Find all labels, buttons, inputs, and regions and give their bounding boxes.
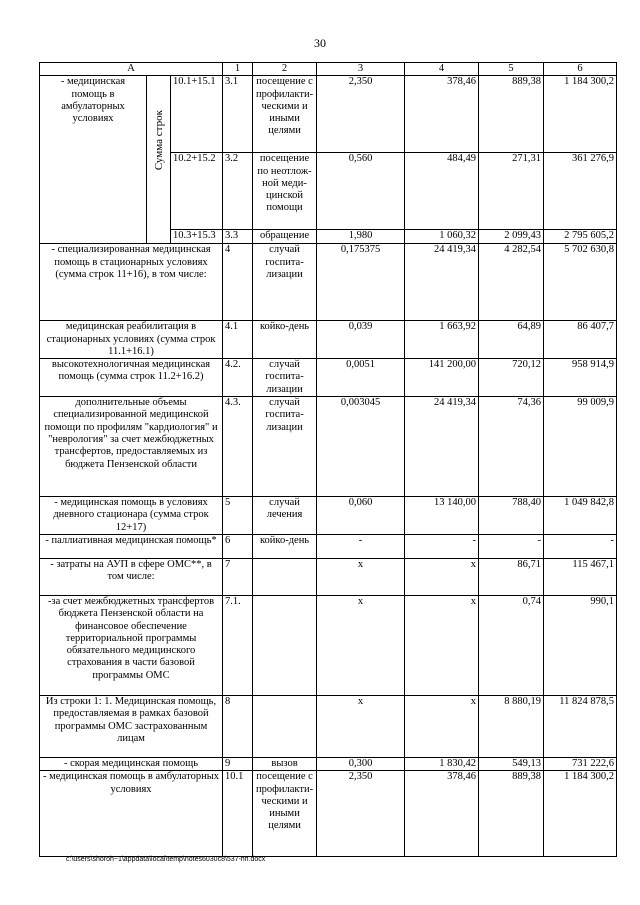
row-code: 10.1 — [223, 771, 253, 857]
table-row — [40, 558, 617, 595]
header-c4: 4 — [405, 63, 479, 76]
header-row — [40, 63, 617, 76]
row-code: 4 — [223, 244, 253, 321]
sum-rows-vertical-label: Сумма строк — [147, 76, 171, 244]
row-v3: 2,350 — [317, 771, 405, 857]
row-v4: х — [405, 558, 479, 595]
row-v5: 271,31 — [479, 153, 544, 230]
row-v3: 0,039 — [317, 321, 405, 359]
row-code: 7.1. — [223, 595, 253, 695]
row-v6: 115 467,1 — [544, 558, 617, 595]
table-row — [40, 397, 617, 497]
row-v3: 0,060 — [317, 497, 405, 535]
row-code: 3.2 — [223, 153, 253, 230]
row-v3: 0,003045 — [317, 397, 405, 497]
row-v5: 2 099,43 — [479, 230, 544, 244]
row-label: дополнительные объемы специализированной медицинской помощи по профилям "кардиология" и "неврология" за счет межбюджетных трансфертов, предоставляемых из бюджета Пензенской области — [40, 397, 223, 497]
row-v6: 1 049 842,8 — [544, 497, 617, 535]
row-v5: 74,36 — [479, 397, 544, 497]
row-label: - затраты на АУП в сфере ОМС**, в том числе: — [40, 558, 223, 595]
row-v6: 1 184 300,2 — [544, 771, 617, 857]
row-v4: 484,49 — [405, 153, 479, 230]
row-code: 7 — [223, 558, 253, 595]
row-v6: 731 222,6 — [544, 757, 617, 770]
row-v5: - — [479, 534, 544, 558]
row-v4: 378,46 — [405, 771, 479, 857]
row-v5: 549,13 — [479, 757, 544, 770]
row-v6: 86 407,7 — [544, 321, 617, 359]
row-v4: 13 140,00 — [405, 497, 479, 535]
row-v3: х — [317, 595, 405, 695]
row-label: -за счет межбюджетных трансфертов бюджета Пензенской области на финансовое обеспечение территориальной программы обязательного медицинского страхования в части базовой программы ОМС — [40, 595, 223, 695]
header-c6: 6 — [544, 63, 617, 76]
row-v6: 990,1 — [544, 595, 617, 695]
row-v5: 720,12 — [479, 359, 544, 397]
header-a: А — [40, 63, 223, 76]
table-row — [40, 771, 617, 857]
data-table — [39, 62, 617, 857]
row-v6: 2 795 605,2 — [544, 230, 617, 244]
row-unit: случай лечения — [253, 497, 317, 535]
row-label: - медицинская помощь в амбулаторных условиях — [40, 76, 147, 244]
row-label: высокотехнологичная медицинская помощь (сумма строк 11.2+16.2) — [40, 359, 223, 397]
table-row — [40, 695, 617, 757]
table-row — [40, 595, 617, 695]
row-unit: посещение с профилакти-ческими и иными целями — [253, 76, 317, 153]
row-v4: 141 200,00 — [405, 359, 479, 397]
row-v6: 958 914,9 — [544, 359, 617, 397]
row-sum: 10.3+15.3 — [171, 230, 223, 244]
row-v5: 0,74 — [479, 595, 544, 695]
row-v3: - — [317, 534, 405, 558]
row-unit: случай госпита-лизации — [253, 244, 317, 321]
table-row — [40, 359, 617, 397]
row-v6: 361 276,9 — [544, 153, 617, 230]
row-v4: 1 830,42 — [405, 757, 479, 770]
row-label: - скорая медицинская помощь — [40, 757, 223, 770]
row-v5: 86,71 — [479, 558, 544, 595]
file-path-footer: c:\users\shoroh~1\appdata\local\temp\notes6030c8\537-пп.docx — [66, 856, 266, 863]
header-c2: 2 — [253, 63, 317, 76]
row-unit — [253, 695, 317, 757]
row-label: Из строки 1: 1. Медицинская помощь, предоставляемая в рамках базовой программы ОМС застрахованным лицам — [40, 695, 223, 757]
row-v4: 378,46 — [405, 76, 479, 153]
row-v3: х — [317, 558, 405, 595]
table-row — [40, 497, 617, 535]
row-label: - паллиативная медицинская помощь* — [40, 534, 223, 558]
row-code: 6 — [223, 534, 253, 558]
row-unit — [253, 558, 317, 595]
row-label: - медицинская помощь в условиях дневного стационара (сумма строк 12+17) — [40, 497, 223, 535]
page-number: 30 — [314, 36, 326, 50]
header-c3: 3 — [317, 63, 405, 76]
row-code: 5 — [223, 497, 253, 535]
header-c5: 5 — [479, 63, 544, 76]
row-label: - медицинская помощь в амбулаторных условиях — [40, 771, 223, 857]
row-code: 9 — [223, 757, 253, 770]
row-unit: обращение — [253, 230, 317, 244]
row-v3: 0,175375 — [317, 244, 405, 321]
row-unit: вызов — [253, 757, 317, 770]
row-unit: посещение с профилакти-ческими и иными целями — [253, 771, 317, 857]
row-sum: 10.1+15.1 — [171, 76, 223, 153]
row-code: 8 — [223, 695, 253, 757]
row-v4: 24 419,34 — [405, 397, 479, 497]
row-code: 4.2. — [223, 359, 253, 397]
row-code: 4.1 — [223, 321, 253, 359]
row-v4: 24 419,34 — [405, 244, 479, 321]
row-unit — [253, 595, 317, 695]
table-row — [40, 244, 617, 321]
row-code: 3.3 — [223, 230, 253, 244]
row-v6: 5 702 630,8 — [544, 244, 617, 321]
row-v4: - — [405, 534, 479, 558]
row-v5: 889,38 — [479, 76, 544, 153]
row-label: - специализированная медицинская помощь в стационарных условиях (сумма строк 11+16), в том числе: — [40, 244, 223, 321]
header-c1: 1 — [223, 63, 253, 76]
table-row — [40, 321, 617, 359]
row-code: 4.3. — [223, 397, 253, 497]
row-unit: койко-день — [253, 534, 317, 558]
table-row — [40, 534, 617, 558]
row-v3: 1,980 — [317, 230, 405, 244]
table-row — [40, 76, 617, 153]
row-code: 3.1 — [223, 76, 253, 153]
row-unit: койко-день — [253, 321, 317, 359]
row-v4: 1 060,32 — [405, 230, 479, 244]
row-v5: 4 282,54 — [479, 244, 544, 321]
row-v4: х — [405, 695, 479, 757]
row-v3: 0,300 — [317, 757, 405, 770]
row-unit: случай госпита-лизации — [253, 397, 317, 497]
row-v5: 8 880,19 — [479, 695, 544, 757]
row-v3: 2,350 — [317, 76, 405, 153]
row-unit: случай госпита-лизации — [253, 359, 317, 397]
row-v5: 788,40 — [479, 497, 544, 535]
row-v5: 889,38 — [479, 771, 544, 857]
row-v6: 99 009,9 — [544, 397, 617, 497]
row-v3: 0,560 — [317, 153, 405, 230]
row-v3: 0,0051 — [317, 359, 405, 397]
row-sum: 10.2+15.2 — [171, 153, 223, 230]
row-v6: 1 184 300,2 — [544, 76, 617, 153]
row-unit: посещение по неотлож-ной меди-цинской помощи — [253, 153, 317, 230]
row-v5: 64,89 — [479, 321, 544, 359]
table-row — [40, 757, 617, 770]
row-v4: 1 663,92 — [405, 321, 479, 359]
row-label: медицинская реабилитация в стационарных условиях (сумма строк 11.1+16.1) — [40, 321, 223, 359]
row-v4: х — [405, 595, 479, 695]
row-v3: х — [317, 695, 405, 757]
row-v6: - — [544, 534, 617, 558]
row-v6: 11 824 878,5 — [544, 695, 617, 757]
